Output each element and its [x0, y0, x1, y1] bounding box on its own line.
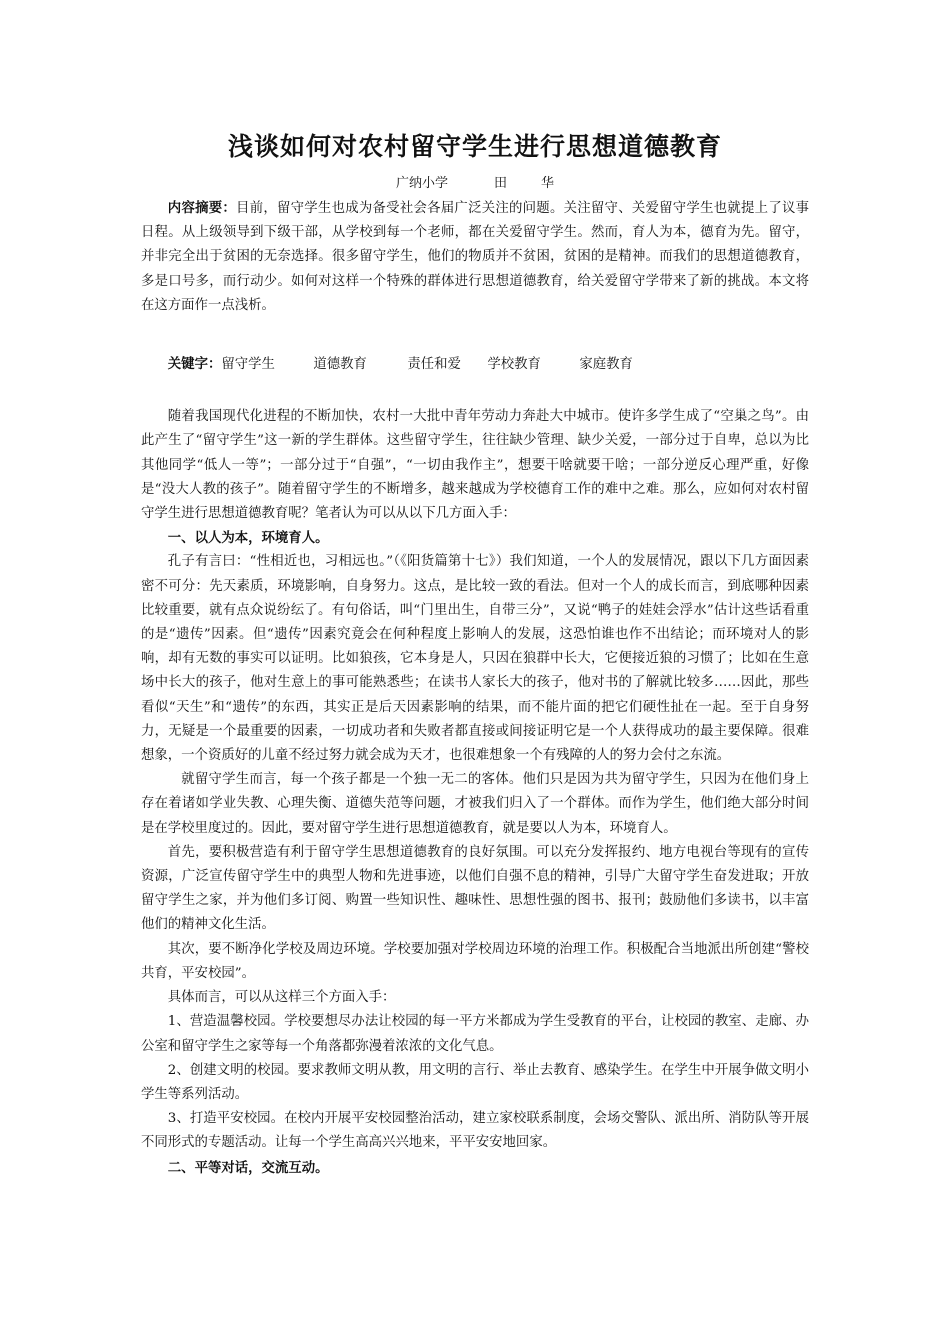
author-name-part1: 田 — [493, 176, 507, 191]
keyword-item: 道德教育 — [313, 357, 367, 373]
list-item: 1、营造温馨校园。学校要想尽办法让校园的每一平方米都成为学生受教育的平台，让校园的教室、走廊、办公室和留守学生之家等每一个角落都弥漫着浓浓的文化气息。 — [141, 1014, 809, 1054]
keywords-label: 关键字： — [167, 356, 222, 373]
keywords-line — [141, 352, 809, 377]
body-paragraph: 孔子有言曰：“性相近也，习相远也。”（《阳货篇第十七》）我们知道，一个人的发展情况，跟以下几方面因素密不可分：先天素质，环境影响，自身努力。这点，是比较一致的看法。但对一个人的成长而言，到底哪种因素比较重要，就有点众说纷纭了。有句俗话，叫“门里出生，自带三分”，又说“鸭子的娃娃会浮水”估计这些话看重的是“遗传”因素。但“遗传”因素究竟会在何种程度上影响人的发展，这恐怕谁也作不出结论；而环境对人的影响，却有无数的事实可以证明。比如狼孩，它本身是人，只因在狼群中长大，它便接近狼的习惯了；比如在生意场中长大的孩子，他对生意上的事可能熟悉些；在读书人家长大的孩子，他对书的了解就比较多……因此，那些看似“天生”和“遗传”的东西，其实正是后天因素影响的结果，而不能片面的把它们硬性扯在一起。至于自身努力，无疑是一个最重要的因素，一切成功者和失败者都直接或间接证明它是一个人获得成功的最主要保障。很难想象，一个资质好的儿童不经过努力就会成为天才，也很难想象一个有残障的人的努力会付之东流。 — [141, 554, 809, 764]
section-heading-2: 二、平等对话，交流互动。 — [167, 1159, 329, 1176]
body-paragraph: 其次，要不断净化学校及周边环境。学校要加强对学校周边环境的治理工作。积极配合当地派出所创建“警校共育，平安校园”。 — [141, 941, 809, 981]
keyword-item: 责任和爱 — [407, 357, 461, 373]
author-school: 广纳小学 — [395, 176, 448, 191]
keyword-item: 留守学生 — [221, 357, 275, 373]
document-page — [141, 130, 809, 1180]
body-paragraph: 具体而言，可以从这样三个方面入手： — [167, 990, 396, 1006]
body-paragraph: 就留守学生而言，每一个孩子都是一个独一无二的客体。他们只是因为共为留守学生，只因为在他们身上存在着诸如学业失教、心理失衡、道德失范等问题，才被我们归入了一个群体。而作为学生，他们绝大部分时间是在学校里度过的。因此，要对留守学生进行思想道德教育，就是要以人为本，环境育人。 — [141, 772, 809, 836]
abstract-text: 目前，留守学生也成为备受社会各届广泛关注的问题。关注留守、关爱留守学生也就提上了议事日程。从上级领导到下级干部，从学校到每一个老师，都在关爱留守学生。然而，育人为本，德育为先。留守，并非完全出于贫困的无奈选择。很多留守学生，他们的物质并不贫困，贫困的是精神。而我们的思想道德教育，多是口号多，而行动少。如何对这样一个特殊的群体进行思想道德教育，给关爱留守学带来了新的挑战。本文将在这方面作一点浅析。 — [141, 201, 810, 313]
intro-paragraph: 随着我国现代化进程的不断加快，农村一大批中青年劳动力奔赴大中城市。使许多学生成了“空巢之鸟”。由此产生了“留守学生”这一新的学生群体。这些留守学生，往往缺少管理、缺少关爱，一部分过于自卑，总以为比其他同学“低人一等”；一部分过于“自强”，“一切由我作主”，想要干啥就要干啥；一部分逆反心理严重，好像是“没大人教的孩子”。随着留守学生的不断增多，越来越成为学校德育工作的难中之难。那么，应如何对农村留守学生进行思想道德教育呢？笔者认为可以从以下几方面入手： — [141, 409, 809, 522]
author-line — [141, 174, 809, 194]
abstract-paragraph — [141, 196, 809, 318]
keyword-item: 家庭教育 — [579, 357, 633, 373]
list-item: 2、创建文明的校园。要求教师文明从教，用文明的言行、举止去教育、感染学生。在学生中开展争做文明小学生等系列活动。 — [141, 1062, 809, 1102]
author-name-part2: 华 — [541, 176, 555, 191]
list-item: 3、打造平安校园。在校内开展平安校园整治活动，建立家校联系制度，会场交警队、派出所、消防队等开展不同形式的专题活动。让每一个学生高高兴兴地来，平平安安地回家。 — [141, 1111, 809, 1151]
document-title: 浅谈如何对农村留守学生进行思想道德教育 — [227, 132, 722, 161]
keyword-item: 学校教育 — [487, 357, 541, 373]
section-heading-1: 一、以人为本，环境育人。 — [167, 530, 329, 547]
body-paragraph: 首先，要积极营造有利于留守学生思想道德教育的良好氛围。可以充分发挥报约、地方电视台等现有的宣传资源，广泛宣传留守学生中的典型人物和先进事迹，以他们自强不息的精神，引导广大留守学生奋发进取；开放留守学生之家，并为他们多订阅、购置一些知识性、趣味性、思想性强的图书、报刊；鼓励他们多读书，以丰富他们的精神文化生活。 — [141, 844, 809, 933]
abstract-label: 内容摘要： — [167, 200, 237, 216]
